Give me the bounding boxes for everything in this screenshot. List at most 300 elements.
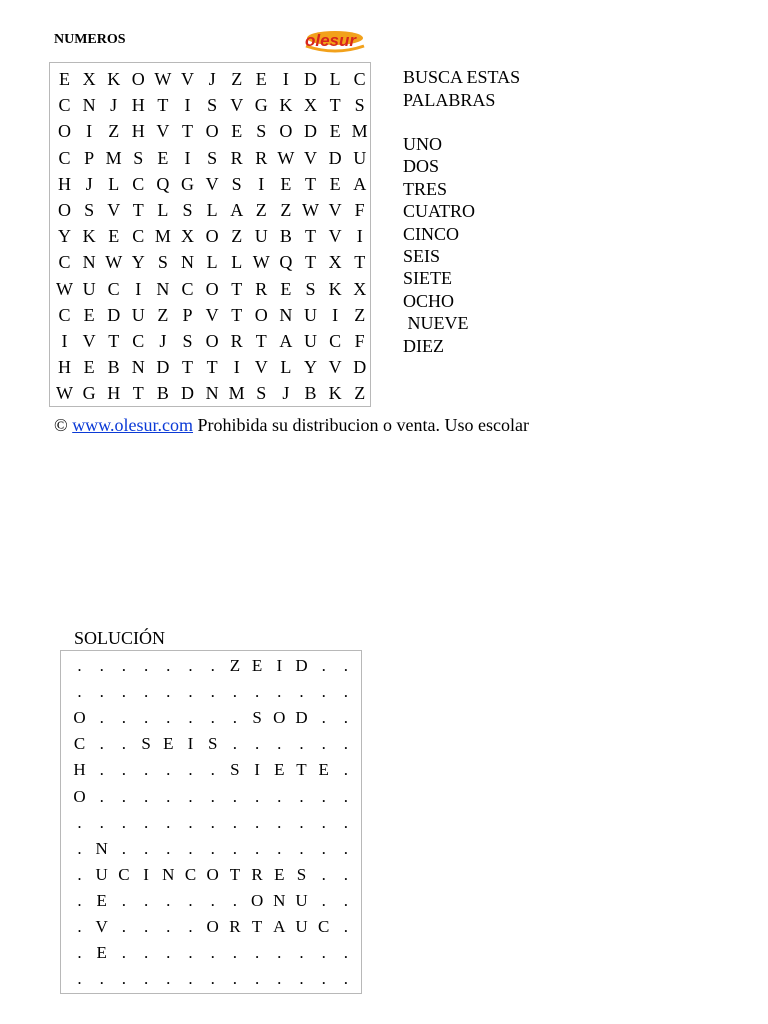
grid-cell: K bbox=[82, 226, 96, 247]
grid-cell: H bbox=[131, 121, 145, 142]
grid-cell: . bbox=[321, 943, 326, 963]
grid-cell: C bbox=[132, 173, 145, 194]
grid-row bbox=[50, 380, 370, 406]
grid-cell: X bbox=[304, 95, 317, 116]
grid-row bbox=[61, 836, 361, 862]
grid-cell: . bbox=[121, 656, 127, 675]
grid-cell: K bbox=[107, 69, 121, 89]
grid-cell: E bbox=[231, 121, 243, 142]
grid-cell: . bbox=[166, 969, 171, 989]
word-list-item: DOS bbox=[403, 156, 440, 177]
grid-cell: S bbox=[354, 95, 365, 116]
grid-cell: . bbox=[254, 734, 260, 754]
grid-cell: S bbox=[141, 734, 151, 754]
grid-cell: R bbox=[230, 331, 243, 351]
grid-cell: . bbox=[232, 734, 238, 754]
grid-cell: . bbox=[343, 708, 349, 728]
grid-cell: V bbox=[254, 357, 268, 378]
grid-cell: . bbox=[143, 943, 149, 963]
grid-cell: W bbox=[302, 200, 319, 220]
grid-cell: . bbox=[99, 708, 104, 728]
grid-cell: Q bbox=[156, 173, 170, 194]
grid-cell: I bbox=[184, 147, 191, 168]
grid-cell: . bbox=[77, 917, 82, 936]
grid-cell: . bbox=[254, 786, 260, 806]
grid-cell: K bbox=[328, 383, 342, 404]
grid-cell: C bbox=[318, 917, 330, 936]
grid-cell: Z bbox=[354, 383, 366, 404]
grid-cell: L bbox=[206, 252, 218, 273]
grid-row bbox=[50, 302, 370, 328]
word-list-item: UNO bbox=[403, 134, 442, 154]
grid-cell: . bbox=[321, 786, 326, 806]
grid-cell: O bbox=[206, 864, 219, 884]
grid-cell: H bbox=[107, 383, 121, 404]
grid-cell: . bbox=[188, 760, 193, 780]
grid-cell: J bbox=[208, 69, 216, 89]
grid-row bbox=[50, 249, 370, 275]
grid-cell: O bbox=[206, 917, 219, 936]
grid-cell: V bbox=[328, 357, 342, 378]
grid-cell: S bbox=[256, 383, 267, 404]
grid-cell: . bbox=[343, 734, 349, 754]
solution-title: SOLUCIÓN bbox=[74, 628, 166, 648]
grid-cell: . bbox=[166, 760, 171, 780]
grid-cell: T bbox=[305, 173, 316, 194]
grid-cell: . bbox=[254, 812, 260, 832]
grid-cell: I bbox=[184, 95, 191, 116]
grid-cell: . bbox=[343, 838, 349, 858]
grid-cell: C bbox=[118, 864, 130, 884]
grid-cell: Z bbox=[108, 121, 120, 142]
grid-cell: C bbox=[58, 147, 71, 168]
grid-cell: S bbox=[182, 200, 193, 220]
grid-cell: . bbox=[343, 812, 349, 832]
grid-row bbox=[61, 784, 361, 810]
grid-cell: T bbox=[108, 331, 120, 351]
grid-cell: N bbox=[162, 864, 175, 884]
grid-cell: Z bbox=[280, 200, 292, 220]
grid-cell: T bbox=[231, 278, 243, 299]
grid-cell: T bbox=[229, 864, 241, 884]
grid-cell: S bbox=[230, 760, 240, 780]
grid-cell: X bbox=[353, 278, 367, 299]
grid-cell: . bbox=[188, 708, 193, 728]
grid-cell: I bbox=[135, 278, 142, 299]
grid-cell: B bbox=[304, 383, 317, 404]
grid-cell: . bbox=[232, 708, 238, 728]
grid-cell: M bbox=[228, 383, 245, 404]
grid-cell: . bbox=[343, 682, 349, 702]
grid-cell: I bbox=[86, 121, 93, 142]
grid-cell: Y bbox=[131, 252, 145, 273]
grid-cell: . bbox=[277, 812, 282, 832]
grid-cell: . bbox=[77, 838, 82, 858]
grid-cell: . bbox=[77, 943, 82, 963]
grid-cell: R bbox=[230, 147, 243, 168]
grid-cell: . bbox=[210, 812, 215, 832]
grid-cell: . bbox=[343, 943, 349, 963]
grid-cell: O bbox=[58, 121, 71, 142]
grid-cell: N bbox=[131, 357, 145, 378]
grid-cell: W bbox=[154, 69, 172, 89]
grid-cell: A bbox=[353, 173, 367, 194]
grid-cell: C bbox=[353, 69, 366, 89]
grid-cell: W bbox=[105, 252, 123, 273]
grid-row bbox=[61, 757, 361, 783]
word-list-item: NUEVE bbox=[403, 313, 469, 334]
grid-cell: I bbox=[143, 864, 149, 884]
grid-cell: P bbox=[182, 304, 193, 325]
grid-cell: . bbox=[321, 890, 326, 910]
word-list-item: DIEZ bbox=[403, 335, 444, 356]
grid-cell: . bbox=[232, 812, 238, 832]
grid-cell: . bbox=[343, 969, 349, 989]
grid-cell: . bbox=[343, 656, 349, 675]
grid-cell: E bbox=[157, 147, 169, 168]
grid-cell: S bbox=[207, 95, 218, 116]
grid-cell: U bbox=[254, 226, 268, 247]
grid-cell: U bbox=[82, 278, 96, 299]
grid-cell: S bbox=[296, 864, 307, 884]
grid-cell: T bbox=[206, 357, 218, 378]
grid-cell: E bbox=[96, 890, 107, 910]
grid-cell: . bbox=[166, 682, 171, 702]
grid-cell: A bbox=[273, 917, 286, 936]
grid-cell: . bbox=[321, 864, 326, 884]
grid-cell: U bbox=[304, 331, 317, 351]
grid-cell: . bbox=[121, 682, 127, 702]
grid-cell: . bbox=[277, 969, 282, 989]
grid-cell: I bbox=[258, 173, 265, 194]
grid-cell: . bbox=[99, 760, 104, 780]
grid-cell: T bbox=[182, 121, 193, 142]
grid-cell: . bbox=[321, 838, 326, 858]
grid-cell: . bbox=[232, 838, 238, 858]
grid-cell: O bbox=[205, 331, 219, 351]
grid-row bbox=[61, 862, 361, 888]
grid-cell: G bbox=[181, 173, 194, 194]
grid-cell: . bbox=[343, 890, 349, 910]
grid-cell: . bbox=[143, 682, 149, 702]
grid-row bbox=[50, 145, 370, 171]
grid-cell: . bbox=[188, 682, 193, 702]
grid-cell: O bbox=[279, 121, 293, 142]
grid-cell: . bbox=[254, 682, 260, 702]
word-list-item: CUATRO bbox=[403, 201, 476, 222]
grid-cell: C bbox=[73, 734, 86, 754]
grid-cell: . bbox=[99, 812, 104, 832]
grid-cell: D bbox=[295, 708, 308, 728]
grid-cell: I bbox=[282, 69, 289, 89]
grid-cell: . bbox=[99, 656, 104, 675]
grid-cell: . bbox=[188, 656, 193, 675]
grid-cell: . bbox=[121, 838, 127, 858]
footer-text: Prohibida su distribucion o venta. Uso escolar bbox=[197, 415, 529, 435]
grid-cell: T bbox=[305, 252, 316, 273]
grid-cell: F bbox=[354, 200, 365, 220]
grid-cell: V bbox=[205, 173, 219, 194]
grid-cell: E bbox=[108, 226, 120, 247]
instruction-line-2: PALABRAS bbox=[403, 89, 496, 110]
olesur-link[interactable]: www.olesur.com bbox=[72, 415, 194, 435]
grid-cell: S bbox=[231, 173, 242, 194]
grid-cell: D bbox=[353, 357, 367, 378]
grid-cell: H bbox=[131, 95, 145, 116]
grid-cell: T bbox=[255, 331, 267, 351]
grid-cell: . bbox=[277, 943, 282, 963]
grid-cell: T bbox=[157, 95, 169, 116]
grid-cell: . bbox=[166, 786, 171, 806]
grid-cell: S bbox=[157, 252, 168, 273]
grid-cell: I bbox=[61, 331, 68, 351]
grid-cell: . bbox=[299, 786, 304, 806]
grid-cell: . bbox=[166, 838, 171, 858]
grid-cell: T bbox=[132, 383, 144, 404]
grid-cell: E bbox=[255, 69, 267, 89]
grid-cell: O bbox=[131, 69, 145, 89]
grid-cell: V bbox=[181, 69, 194, 89]
grid-cell: R bbox=[229, 917, 241, 936]
grid-cell: W bbox=[56, 278, 73, 299]
grid-cell: D bbox=[304, 121, 317, 142]
grid-row bbox=[50, 92, 370, 118]
grid-cell: I bbox=[356, 226, 363, 247]
grid-cell: A bbox=[279, 331, 293, 351]
grid-cell: S bbox=[207, 734, 218, 754]
grid-cell: . bbox=[299, 838, 304, 858]
grid-cell: W bbox=[277, 147, 295, 168]
grid-cell: . bbox=[210, 708, 215, 728]
grid-cell: E bbox=[83, 357, 95, 378]
grid-cell: . bbox=[299, 969, 304, 989]
grid-cell: L bbox=[280, 357, 292, 378]
grid-cell: S bbox=[207, 147, 218, 168]
grid-cell: N bbox=[82, 252, 96, 273]
grid-cell: . bbox=[343, 864, 349, 884]
word-list-item: OCHO bbox=[403, 290, 455, 311]
grid-row bbox=[61, 810, 361, 836]
grid-cell: . bbox=[77, 656, 82, 675]
grid-cell: N bbox=[181, 252, 194, 273]
grid-cell: V bbox=[205, 304, 219, 325]
grid-cell: K bbox=[279, 95, 293, 116]
grid-cell: . bbox=[210, 760, 215, 780]
grid-cell: Z bbox=[157, 304, 169, 325]
grid-cell: . bbox=[121, 969, 127, 989]
grid-cell: H bbox=[58, 173, 71, 194]
grid-row bbox=[50, 66, 370, 92]
grid-cell: . bbox=[210, 786, 215, 806]
grid-cell: L bbox=[231, 252, 243, 273]
grid-cell: U bbox=[353, 147, 367, 168]
grid-cell: . bbox=[210, 838, 215, 858]
grid-cell: D bbox=[295, 656, 308, 675]
grid-cell: O bbox=[250, 890, 264, 910]
grid-cell: . bbox=[343, 917, 349, 936]
grid-cell: . bbox=[121, 890, 127, 910]
grid-cell: E bbox=[329, 173, 341, 194]
grid-cell: S bbox=[256, 121, 267, 142]
grid-cell: E bbox=[251, 656, 263, 675]
grid-row bbox=[50, 118, 370, 144]
grid-cell: . bbox=[321, 682, 326, 702]
grid-cell: . bbox=[210, 890, 215, 910]
grid-cell: D bbox=[328, 147, 342, 168]
grid-cell: U bbox=[95, 864, 108, 884]
grid-row bbox=[50, 223, 370, 249]
grid-cell: J bbox=[110, 95, 118, 116]
grid-cell: U bbox=[304, 304, 317, 325]
grid-cell: U bbox=[131, 304, 145, 325]
grid-cell: . bbox=[99, 682, 104, 702]
grid-cell: . bbox=[143, 656, 149, 675]
grid-cell: S bbox=[252, 708, 262, 728]
grid-cell: Q bbox=[279, 252, 293, 273]
grid-cell: . bbox=[99, 786, 104, 806]
grid-cell: D bbox=[181, 383, 194, 404]
grid-row bbox=[50, 171, 370, 197]
grid-cell: E bbox=[280, 173, 292, 194]
grid-cell: X bbox=[328, 252, 342, 273]
grid-cell: . bbox=[321, 708, 326, 728]
grid-cell: C bbox=[107, 278, 120, 299]
grid-cell: . bbox=[343, 786, 349, 806]
grid-cell: A bbox=[230, 200, 244, 220]
grid-cell: J bbox=[159, 331, 167, 351]
word-search-grid bbox=[49, 62, 371, 407]
grid-cell: C bbox=[181, 278, 194, 299]
grid-cell: B bbox=[156, 383, 169, 404]
grid-cell: . bbox=[188, 943, 193, 963]
grid-cell: . bbox=[121, 786, 127, 806]
grid-cell: S bbox=[182, 331, 193, 351]
grid-cell: . bbox=[232, 943, 238, 963]
grid-cell: . bbox=[254, 838, 260, 858]
grid-cell: . bbox=[166, 890, 171, 910]
grid-cell: . bbox=[321, 734, 326, 754]
grid-cell: N bbox=[95, 838, 108, 858]
grid-cell: . bbox=[299, 682, 304, 702]
grid-cell: N bbox=[82, 95, 96, 116]
grid-cell: T bbox=[329, 95, 341, 116]
grid-cell: R bbox=[255, 278, 268, 299]
instruction-line-1: BUSCA ESTAS bbox=[403, 67, 521, 87]
grid-row bbox=[61, 914, 361, 940]
grid-cell: C bbox=[58, 252, 71, 273]
grid-cell: . bbox=[121, 812, 127, 832]
grid-cell: P bbox=[84, 147, 95, 168]
grid-cell: . bbox=[99, 734, 104, 754]
grid-cell: . bbox=[321, 969, 326, 989]
grid-cell: X bbox=[181, 226, 194, 247]
grid-row bbox=[61, 940, 361, 966]
grid-cell: . bbox=[121, 734, 127, 754]
footer bbox=[54, 415, 529, 436]
grid-row bbox=[61, 653, 361, 679]
grid-cell: L bbox=[329, 69, 341, 89]
grid-cell: E bbox=[96, 943, 107, 963]
grid-cell: I bbox=[254, 760, 260, 780]
grid-cell: . bbox=[143, 708, 149, 728]
grid-cell: K bbox=[328, 278, 342, 299]
grid-cell: . bbox=[143, 969, 149, 989]
grid-cell: E bbox=[163, 734, 174, 754]
grid-cell: . bbox=[254, 969, 260, 989]
grid-cell: G bbox=[254, 95, 268, 116]
grid-cell: O bbox=[273, 708, 286, 728]
grid-cell: T bbox=[296, 760, 307, 780]
grid-cell: . bbox=[166, 708, 171, 728]
grid-cell: . bbox=[188, 917, 193, 936]
grid-cell: V bbox=[328, 200, 342, 220]
grid-row bbox=[50, 328, 370, 354]
grid-cell: . bbox=[143, 786, 149, 806]
grid-cell: . bbox=[321, 656, 326, 675]
grid-cell: B bbox=[107, 357, 120, 378]
grid-cell: I bbox=[187, 734, 194, 754]
grid-cell: . bbox=[277, 838, 282, 858]
grid-cell: . bbox=[232, 682, 238, 702]
grid-cell: S bbox=[84, 200, 95, 220]
grid-cell: . bbox=[77, 890, 82, 910]
grid-cell: . bbox=[188, 786, 193, 806]
grid-cell: T bbox=[305, 226, 316, 247]
grid-cell: . bbox=[232, 969, 238, 989]
grid-cell: H bbox=[73, 760, 86, 780]
grid-cell: . bbox=[77, 682, 82, 702]
grid-cell: G bbox=[82, 383, 96, 404]
grid-cell: I bbox=[233, 357, 240, 378]
word-list-item: SIETE bbox=[403, 268, 452, 289]
grid-cell: . bbox=[77, 969, 82, 989]
grid-cell: . bbox=[232, 786, 238, 806]
grid-cell: Z bbox=[354, 304, 366, 325]
grid-cell: E bbox=[59, 69, 70, 89]
grid-cell: . bbox=[143, 812, 149, 832]
grid-cell: X bbox=[82, 69, 96, 89]
grid-cell: Z bbox=[255, 200, 267, 220]
grid-cell: B bbox=[279, 226, 292, 247]
grid-cell: . bbox=[277, 734, 282, 754]
grid-cell: . bbox=[99, 969, 104, 989]
grid-cell: C bbox=[329, 331, 342, 351]
grid-cell: J bbox=[85, 173, 93, 194]
grid-cell: O bbox=[58, 200, 71, 220]
grid-cell: . bbox=[121, 917, 127, 936]
grid-cell: V bbox=[230, 95, 244, 116]
grid-cell: . bbox=[210, 969, 215, 989]
grid-cell: . bbox=[210, 656, 215, 675]
grid-cell: E bbox=[274, 760, 285, 780]
grid-cell: . bbox=[277, 786, 282, 806]
grid-cell: O bbox=[205, 278, 219, 299]
grid-cell: O bbox=[254, 304, 268, 325]
grid-cell: S bbox=[305, 278, 316, 299]
grid-cell: L bbox=[157, 200, 169, 220]
grid-cell: N bbox=[273, 890, 286, 910]
grid-cell: N bbox=[156, 278, 170, 299]
grid-cell: . bbox=[188, 969, 193, 989]
grid-cell: C bbox=[58, 304, 71, 325]
word-list-item: TRES bbox=[403, 178, 448, 199]
grid-row bbox=[61, 966, 361, 992]
grid-cell: . bbox=[121, 708, 127, 728]
grid-cell: . bbox=[299, 943, 304, 963]
grid-row bbox=[61, 705, 361, 731]
grid-cell: J bbox=[282, 383, 290, 404]
grid-cell: T bbox=[182, 357, 193, 378]
